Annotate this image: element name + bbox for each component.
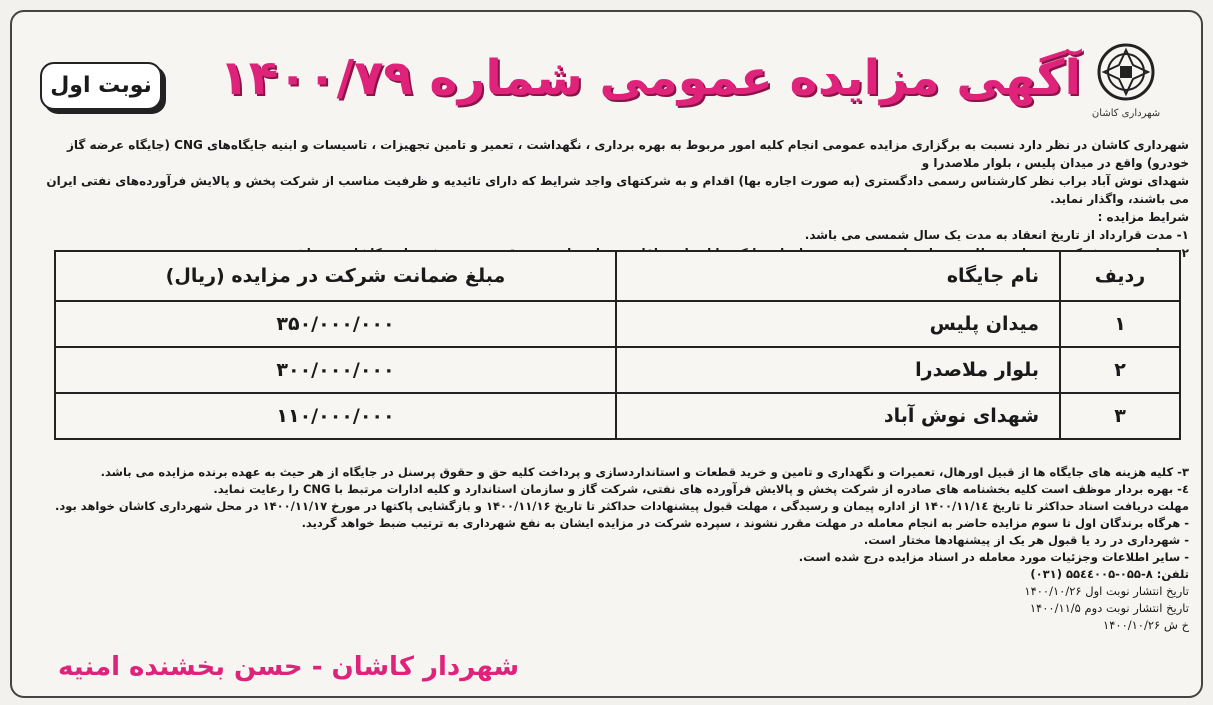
- col-header-amount: مبلغ ضمانت شرکت در مزایده (ریال): [55, 251, 616, 301]
- deposit-amount: ۳۰۰/۰۰۰/۰۰۰: [55, 347, 616, 393]
- municipality-logo: [1091, 42, 1161, 132]
- publish-code: خ ش ۱۴۰۰/۱۰/۲۶: [1103, 618, 1189, 632]
- station-name: بلوار ملاصدرا: [616, 347, 1060, 393]
- note-item: - شهرداری در رد یا قبول هر یک از پیشنهادها مختار است.: [863, 533, 1189, 547]
- deadline-text: مهلت دریافت اسناد حداکثر تا تاریخ ۱۴۰۰/۱۱/۱٤ از اداره پیمان و رسیدگی ، مهلت قبول پیشنهادات حداکثر تا تاریخ ۱۴۰۰/۱۱/۱۶ و بازگشایی پاکتها در مورخ ۱۴۰۰/۱۱/۱۷ در محل شهرداری کاشان خواهد بود.: [55, 499, 1189, 513]
- station-name: شهدای نوش آباد: [616, 393, 1060, 439]
- page-title: آگهی مزایده عمومی شماره ۱۴۰۰/۷۹: [219, 50, 1081, 106]
- phone-number: تلفن: ۸-۰۵۵-۵۵٤٤۰۰۵ (۰۳۱): [1030, 567, 1189, 581]
- note-item: - هرگاه برندگان اول تا سوم مزایده حاضر به انجام معامله در مهلت مقرر نشوند ، سپرده شرکت در مزایده ایشان به نفع شهرداری به ترتیب ضبط خواهد گردید.: [301, 516, 1189, 530]
- row-number: ۳: [1060, 393, 1180, 439]
- deposit-table: [54, 250, 1181, 440]
- advertisement-page: [10, 10, 1203, 698]
- intro-text: [24, 136, 1189, 262]
- station-name: میدان پلیس: [616, 301, 1060, 347]
- logo-caption: شهرداری کاشان: [1091, 108, 1161, 119]
- note-item: ٤- بهره بردار موظف است کلیه بخشنامه های صادره از شرکت پخش و پالایش فرآورده های نفتی، شرکت گاز و سازمان استاندارد و کلیه ادارات مرتبط با CNG را رعایت نماید.: [213, 482, 1189, 496]
- emblem-icon: [1096, 42, 1156, 102]
- table-row: [55, 347, 1180, 393]
- note-item: - سایر اطلاعات وجزئیات مورد معامله در اسناد مزایده درج شده است.: [798, 550, 1189, 564]
- row-number: ۲: [1060, 347, 1180, 393]
- row-number: ۱: [1060, 301, 1180, 347]
- round-badge: نوبت اول: [40, 62, 162, 110]
- condition-item: ۲: [1181, 246, 1189, 260]
- table-header-row: [55, 251, 1180, 301]
- table-row: [55, 301, 1180, 347]
- note-item: ۳- کلیه هزینه های جایگاه ها از قبیل اورهال، تعمیرات و نگهداری و تامین و خرید قطعات و استانداردسازی و پرداخت کلیه حق و حقوق پرسنل در جایگاه از هر حیث به عهده برنده مزایده می باشد.: [100, 465, 1189, 479]
- col-header-row: ردیف: [1060, 251, 1180, 301]
- publish-date-first: تاریخ انتشار نوبت اول ۱۴۰۰/۱۰/۲۶: [1024, 584, 1189, 598]
- mayor-signature: شهردار کاشان - حسن بخشنده امنیه: [58, 652, 520, 682]
- header: [12, 32, 1201, 142]
- conditions-heading: شرایط مزایده :: [1097, 210, 1189, 224]
- deposit-amount: ۳۵۰/۰۰۰/۰۰۰: [55, 301, 616, 347]
- publish-date-second: تاریخ انتشار نوبت دوم ۱۴۰۰/۱۱/۵: [1029, 601, 1189, 615]
- condition-item: ۱- مدت قرارداد از تاریخ انعقاد به مدت یک سال شمسی می باشد.: [804, 228, 1189, 242]
- col-header-name: نام جایگاه: [616, 251, 1060, 301]
- notes-section: [55, 464, 1189, 634]
- table-row: [55, 393, 1180, 439]
- intro-line: شهرداری کاشان در نظر دارد نسبت به برگزاری مزایده عمومی انجام کلیه امور مربوط به بهره برداری ، نگهداشت ، تعمیر و تامین تجهیزات ، تاسیسات و ابنیه جایگاه‌های CNG (جایگاه عرضه گاز خودرو) واقع در میدان پلیس ، بلوار ملاصدرا و: [66, 138, 1189, 170]
- deposit-amount: ۱۱۰/۰۰۰/۰۰۰: [55, 393, 616, 439]
- intro-line: شهدای نوش آباد براب نظر کارشناس رسمی دادگستری (به صورت اجاره بها) اقدام و به شرکتهای واجد شرایط که دارای تائیدیه و ظرفیت مناسب از شرکت پخش و پالایش فرآورده‌های نفتی ایران می باشند، واگذار نماید.: [46, 174, 1189, 206]
